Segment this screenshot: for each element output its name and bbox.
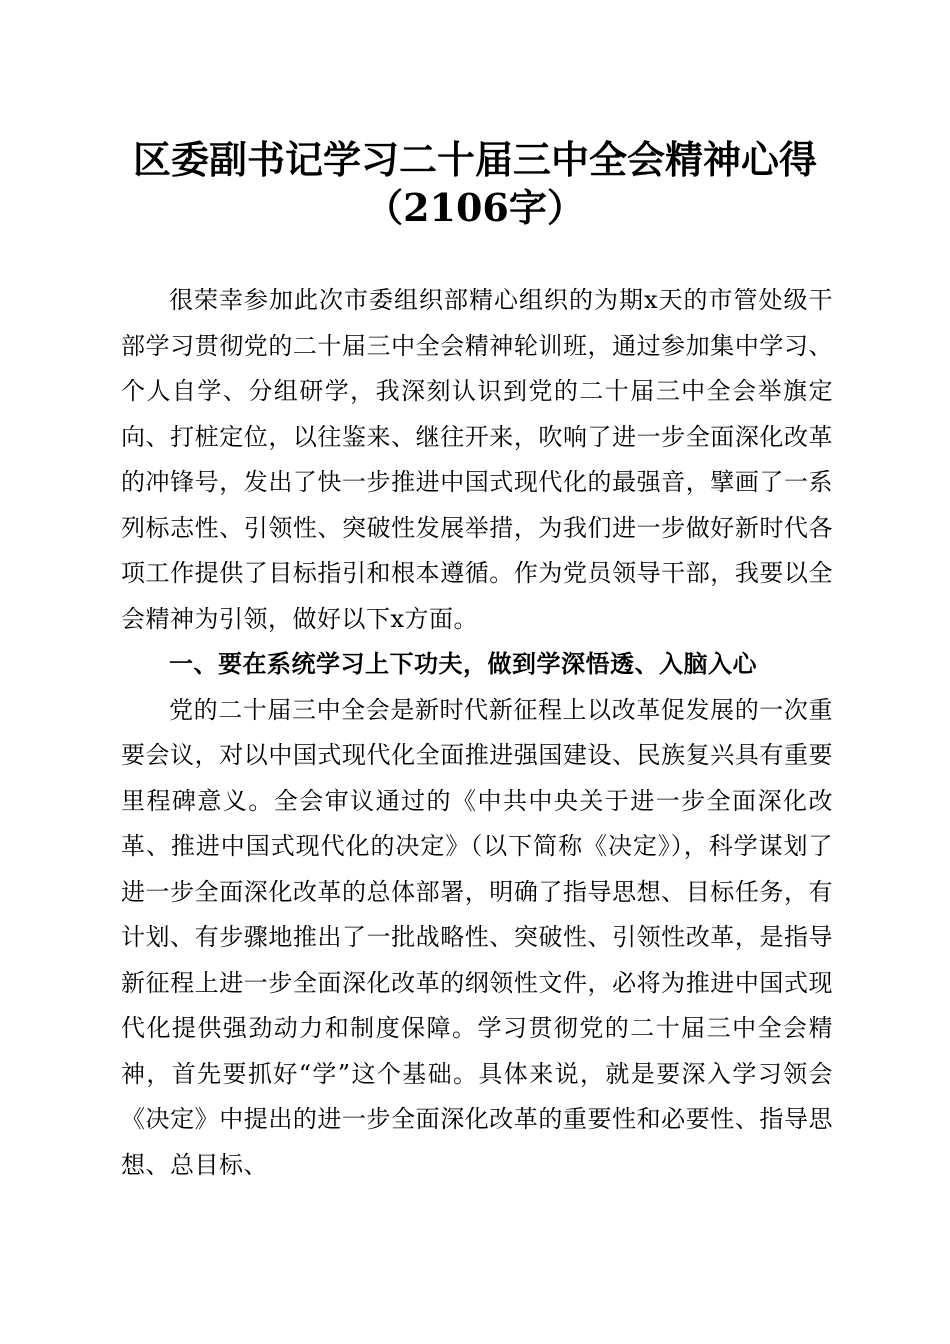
- paragraph-intro: 很荣幸参加此次市委组织部精心组织的为期x天的市管处级干部学习贯彻党的二十届三中全会精神轮训班，通过参加集中学习、个人自学、分组研学，我深刻认识到党的二十届三中全会举旗定向、打桩定位，以往鉴来、继往开来，吹响了进一步全面深化改革的冲锋号，发出了快一步推进中国式现代化的最强音，擘画了一系列标志性、引领性、突破性发展举措，为我们进一步做好新时代各项工作提供了目标指引和根本遵循。作为党员领导干部，我要以全会精神为引领，做好以下x方面。: [121, 286, 833, 633]
- document-body: [121, 278, 833, 1188]
- document-subtitle: （2106字）: [365, 185, 585, 230]
- document-title: 区委副书记学习二十届三中全会精神心得: [132, 137, 817, 182]
- paragraph-section-1: 党的二十届三中全会是新时代新征程上以改革促发展的一次重要会议，对以中国式现代化全面推进强国建设、民族复兴具有重要里程碑意义。全会审议通过的《中共中央关于进一步全面深化改革、推进中国式现代化的决定》（以下简称《决定》），科学谋划了进一步全面深化改革的总体部署，明确了指导思想、目标任务，有计划、有步骤地推出了一批战略性、突破性、引领性改革，是指导新征程上进一步全面深化改革的纲领性文件，必将为推进中国式现代化提供强劲动力和制度保障。学习贯彻党的二十届三中全会精神，首先要抓好“学”这个基础。具体来说，就是要深入学习领会《决定》中提出的进一步全面深化改革的重要性和必要性、指导思想、总目标、: [121, 695, 833, 1179]
- section-heading-1: 一、要在系统学习上下功夫，做到学深悟透、入脑入心: [169, 650, 757, 678]
